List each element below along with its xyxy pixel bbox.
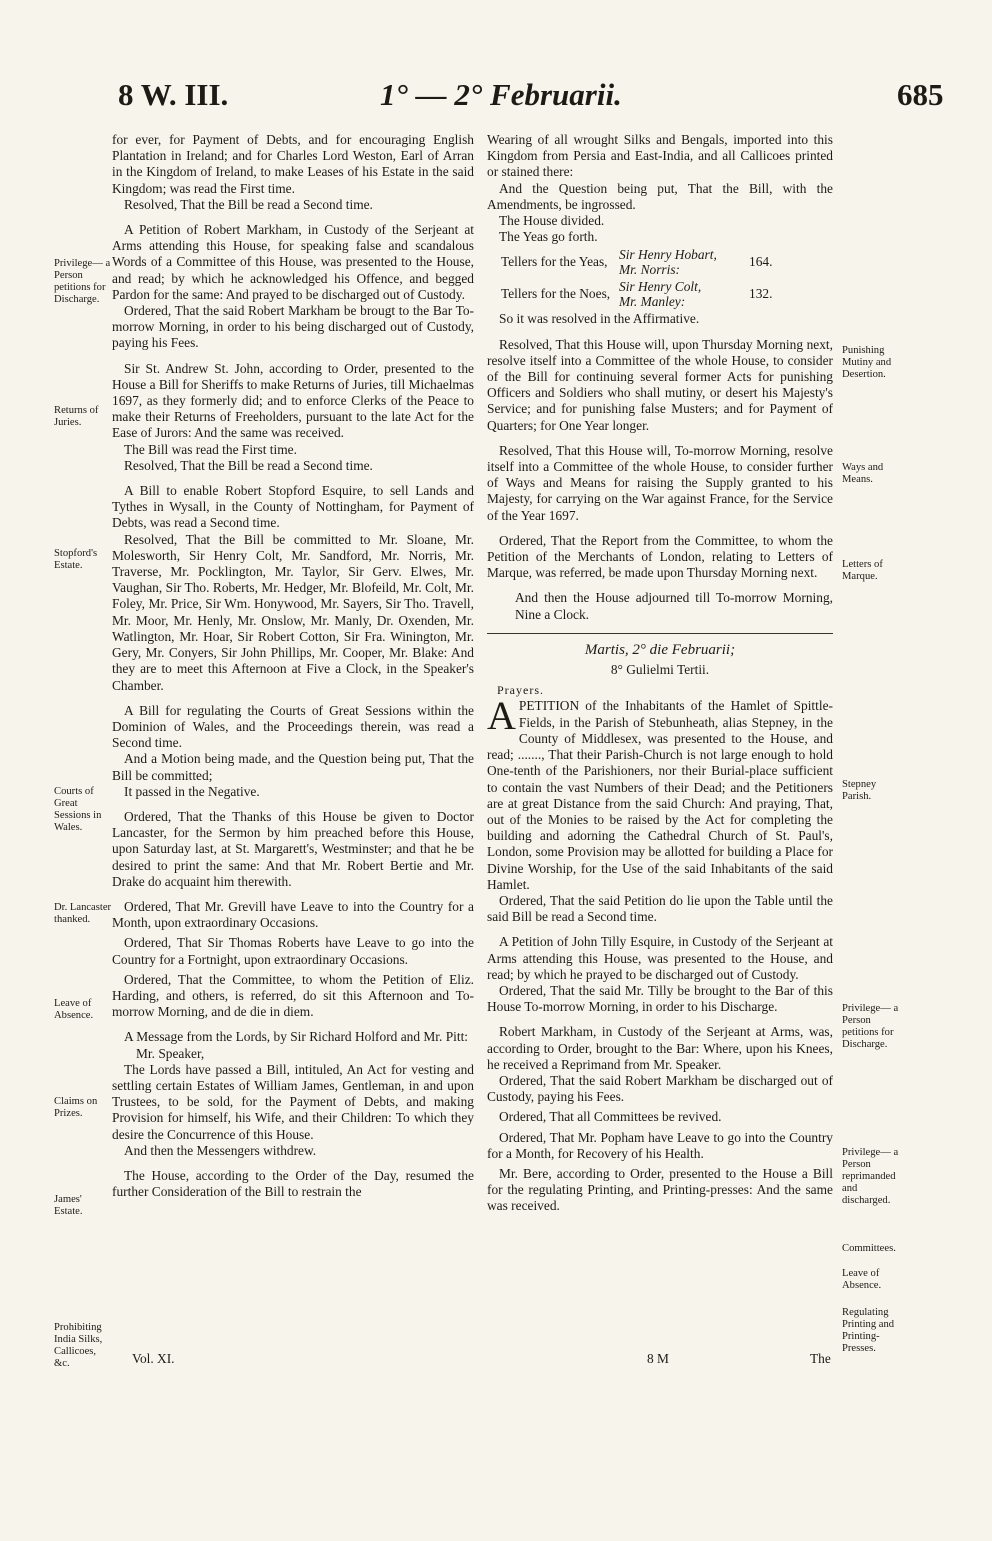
margin-note-leave-popham: Leave of Absence. <box>842 1268 882 1291</box>
entry-markham-petition: A Petition of Robert Markham, in Custody of the Serjeant at Arms attending this House, for speaking false and scandalous Words of a Committee of this House, was presented to the House, and read; by which he acknowledged his Offence, and begged Pardon for the same: And prayed to be discharged out of Custody. <box>112 222 474 302</box>
entry-wales-motion: And a Motion being made, and the Question being put, That the Bill be committed; <box>112 751 474 783</box>
entry-stopford-bill: A Bill to enable Robert Stopford Esquire, to sell Lands and Tythes in Wysall, in the County of Nottingham, for Payment of Debts, was read a Second time. <box>112 483 474 531</box>
entry-wales-bill: A Bill for regulating the Courts of Great Sessions within the Dominion of Wales, and the Proceedings therein, was read a Second time. <box>112 702 474 751</box>
header-regnal-year: 8 W. III. <box>118 77 229 112</box>
prayers-heading: Prayers. <box>497 683 544 698</box>
entry-petition-lie: Ordered, That the said Petition do lie upon the Table until the said Bill be read a Second time. <box>487 892 833 925</box>
entry-popham-leave: Ordered, That Mr. Popham have Leave to go into the Country for a Month, for Recovery of his Health. <box>487 1129 833 1161</box>
tellers-noes <box>501 279 833 309</box>
margin-note-james-estate: James' Estate. <box>54 1194 83 1217</box>
entry-lancaster-thanks: Ordered, That the Thanks of this House be given to Doctor Lancaster, for the Sermon by him preached before this House, upon Saturday last, at St. Margarett's, Westminster; and that he be desired to print the same: And that Mr. Robert Bertie and Mr. Drake do acquaint him therewith. <box>112 808 474 889</box>
margin-note-stopford-estate: Stopford's Estate. <box>54 548 98 571</box>
right-column <box>487 132 833 1215</box>
margin-note-stepney: Stepney Parish. <box>842 779 877 802</box>
entry-markham-reprimand: Robert Markham, in Custody of the Serjeant at Arms, was, according to Order, brought to the Bar: Where, upon his Knees, he received a Reprimand from Mr. Speaker. <box>487 1024 833 1072</box>
entry-tilly-ordered: Ordered, That the said Mr. Tilly be brought to the Bar of this House To-morrow Morning, in order to his Discharge. <box>487 982 833 1015</box>
entry-affirmative: So it was resolved in the Affirmative. <box>499 311 700 327</box>
margin-note-committees: Committees. <box>842 1243 896 1254</box>
entry-adjourned: And then the House adjourned till To-morrow Morning, Nine a Clock. <box>515 590 833 622</box>
entry-markham-discharged: Ordered, That the said Robert Markham be discharged out of Custody, paying his Fees. <box>487 1072 833 1105</box>
teller-manley: Mr. Manley: <box>619 294 686 310</box>
signature-mark: 8 M <box>647 1351 669 1366</box>
left-column <box>112 132 474 1200</box>
entry-yeas-forth: The Yeas go forth. <box>499 229 598 245</box>
catchword: The <box>810 1351 831 1366</box>
tellers-yeas <box>501 247 833 277</box>
teller-colt: Sir Henry Colt, <box>619 279 702 295</box>
entry-printing-bill: Mr. Bere, according to Order, presented to the House a Bill for the regulating Printing, and Printing-presses: And the same was received. <box>487 1165 833 1214</box>
entry-stepney-petition <box>487 693 833 892</box>
entry-ways-means: Resolved, That this House will, To-morrow Morning, resolve itself into a Committee of the whole House, to consider further of Ways and Means for raising the Supply granted to his Majesty, for carrying on the War against France, for the Service of the Year 1697. <box>487 442 833 523</box>
page-number: 685 <box>897 77 944 112</box>
margin-note-privilege-tilly: Privilege— a Person petitions for Discharge. <box>842 1003 899 1050</box>
teller-norris: Mr. Norris: <box>619 262 681 278</box>
tellers-noes-label: Tellers for the Noes, <box>501 286 611 302</box>
margin-note-letters-marque: Letters of Marque. <box>842 559 883 582</box>
tellers-noes-count: 132. <box>749 286 773 302</box>
entry-messengers: And then the Messengers withdrew. <box>124 1142 317 1158</box>
margin-note-reprimanded: Privilege— a Person reprimanded and discharged. <box>842 1147 899 1206</box>
entry-roberts-leave: Ordered, That Sir Thomas Roberts have Leave to go into the Country for a Fortnight, upon extraordinary Occasions. <box>112 935 474 967</box>
drop-cap: A <box>487 693 516 739</box>
header-dates: 1° — 2° Februarii. <box>380 77 622 112</box>
margin-note-india-silks: Prohibiting India Silks, Callicoes, &c. <box>54 1322 103 1369</box>
tellers-noes-names <box>619 279 749 309</box>
entry-james-bill: The Lords have passed a Bill, intituled, An Act for vesting and settling certain Estates of William James, Gentleman, in and upon Trustees, to be sold, for the Payment of Debts, and making Provision for himself, his Wife, and their Children: To which they desire the Concurrence of this House. <box>112 1061 474 1142</box>
entry-wales-negative: It passed in the Negative. <box>124 783 260 799</box>
entry-stopford-committee: Resolved, That the Bill be committed to Mr. Sloane, Mr. Molesworth, Sir Henry Colt, Mr. Sandford, Mr. Norris, Mr. Traverse, Mr. Pocklington, Mr. Taylor, Sir Gerv. Elwes, Mr. Vaughan, Sir Tho. Roberts, Mr. Hedger, Mr. Blofeild, Mr. Colt, Mr. Foley, Mr. Price, Sir Wm. Honywood, Mr. Sayers, Sir Tho. Travell, Mr. Moor, Mr. Henly, Mr. Onslow, Mr. Manly, Dr. Oxenden, Mr. Watlington, Mr. Hoar, Sir Robert Cotton, Sir Fra. Winington, Mr. Gery, Mr. Conyers, Sir John Phillips, Mr. Cooper, Mr. Blake: And they are to meet this Afternoon at Five a Clock, in the Speaker's Chamber. <box>112 531 474 693</box>
margin-note-dr-lancaster: Dr. Lancaster thanked. <box>54 902 112 925</box>
entry-mutiny-resolved: Resolved, That this House will, upon Thursday Morning next, resolve itself into a Committee of the whole House, to consider of the Bill for continuing several former Acts for punishing Officers and Soldiers who shall mutiny, or desert his Majesty's Service; and for punishing false Musters; and for Payment of Quarters; for One Year longer. <box>487 336 833 433</box>
margin-note-ways-means: Ways and Means. <box>842 462 884 485</box>
margin-note-mutiny: Punishing Mutiny and Desertion. <box>842 345 892 380</box>
entry-juries-bill: Sir St. Andrew St. John, according to Order, presented to the House a Bill for Sheriffs to make Returns of Juries, till Michaelmas 1697, as they formerly did; and to enforce Clerks of the Peace to make their Returns of Freeholders, pursuant to the late Act for the Ease of Jurors: And the same was received. <box>112 360 474 441</box>
margin-note-claims-prizes: Claims on Prizes. <box>54 1096 98 1119</box>
tellers-yeas-label: Tellers for the Yeas, <box>501 254 608 270</box>
volume-mark: Vol. XI. <box>132 1351 175 1366</box>
stepney-text: PETITION of the Inhabitants of the Hamlet of Spittle-Fields, in the Parish of Stebunheath, alias Stepney, in the County of Middlesex, was presented to the House, and read; ......., That their Parish-Church is not large enough to hold One-tenth of the Parishioners, nor their Burial-place sufficient to contain the vast Numbers of their Dead; and the Petitioners are at great Distance from the said Church: And praying, That, out of the Monies to be raised by the Act for completing the building and adorning the Cathedral Church of St. Paul's, London, some Provision may be allotted for building a Place for Divine Worship, for the Use of the said Inhabitants of the said Hamlet. <box>487 698 833 892</box>
entry-plantation-bill: for ever, for Payment of Debts, and for encouraging English Plantation in Ireland; and for Charles Lord Weston, Earl of Arran in the Kingdom of Ireland, to make Leases of his Estate in the said Kingdom; was read the First time. <box>112 132 474 196</box>
margin-note-leave-absence: Leave of Absence. <box>54 998 94 1021</box>
entry-divided: The House divided. <box>499 213 605 229</box>
section-divider <box>487 633 833 634</box>
entry-juries-first: The Bill was read the First time. <box>124 441 297 457</box>
teller-hobart: Sir Henry Hobart, <box>619 247 717 263</box>
entry-mr-speaker: Mr. Speaker, <box>136 1045 205 1061</box>
margin-note-courts-wales: Courts of Great Sessions in Wales. <box>54 786 102 833</box>
margin-note-returns-juries: Returns of Juries. <box>54 405 99 428</box>
entry-harding-committee: Ordered, That the Committee, to whom the Petition of Eliz. Harding, and others, is referred, do sit this Afternoon and To-morrow Morning, and de die in diem. <box>112 971 474 1020</box>
entry-resolved: Resolved, That the Bill be read a Second time. <box>124 196 373 212</box>
margin-note-privilege-petition: Privilege— a Person petitions for Discharge. <box>54 258 111 305</box>
entry-markham-ordered: Ordered, That the said Robert Markham be brougt to the Bar To-morrow Morning, in order to his being discharged out of Custody, paying his Fees. <box>112 303 474 351</box>
entry-silks-continued: Wearing of all wrought Silks and Bengals, imported into this Kingdom from Persia and East-India, and all Callicoes printed or stained there: <box>487 132 833 180</box>
entry-grevill-leave: Ordered, That Mr. Grevill have Leave to into the Country for a Month, upon extraordinary Occasions. <box>112 898 474 931</box>
entry-tilly-petition: A Petition of John Tilly Esquire, in Custody of the Serjeant at Arms attending this House, was presented to the House, and read; by which he prayed to be discharged out of Custody. <box>487 934 833 982</box>
entry-question: And the Question being put, That the Bill, with the Amendments, be ingrossed. <box>487 180 833 212</box>
tellers-yeas-names <box>619 247 749 277</box>
entry-juries-resolved: Resolved, That the Bill be read a Second time. <box>124 457 373 473</box>
entry-lords-message: A Message from the Lords, by Sir Richard Holford and Mr. Pitt: <box>124 1029 469 1045</box>
regnal-heading: 8° Gulielmi Tertii. <box>610 662 710 678</box>
entry-letters-marque: Ordered, That the Report from the Committee, to whom the Petition of the Merchants of London, relating to Letters of Marque, was referred, be made upon Thursday Morning next. <box>487 532 833 581</box>
entry-committees-revived: Ordered, That all Committees be revived. <box>499 1109 722 1125</box>
tellers-yeas-count: 164. <box>749 254 773 270</box>
date-heading: Martis, 2° die Februarii; <box>584 641 736 658</box>
margin-note-printing: Regulating Printing and Printing-Presses. <box>842 1307 895 1354</box>
entry-silks-bill: The House, according to the Order of the Day, resumed the further Consideration of the Bill to restrain the <box>112 1167 474 1200</box>
